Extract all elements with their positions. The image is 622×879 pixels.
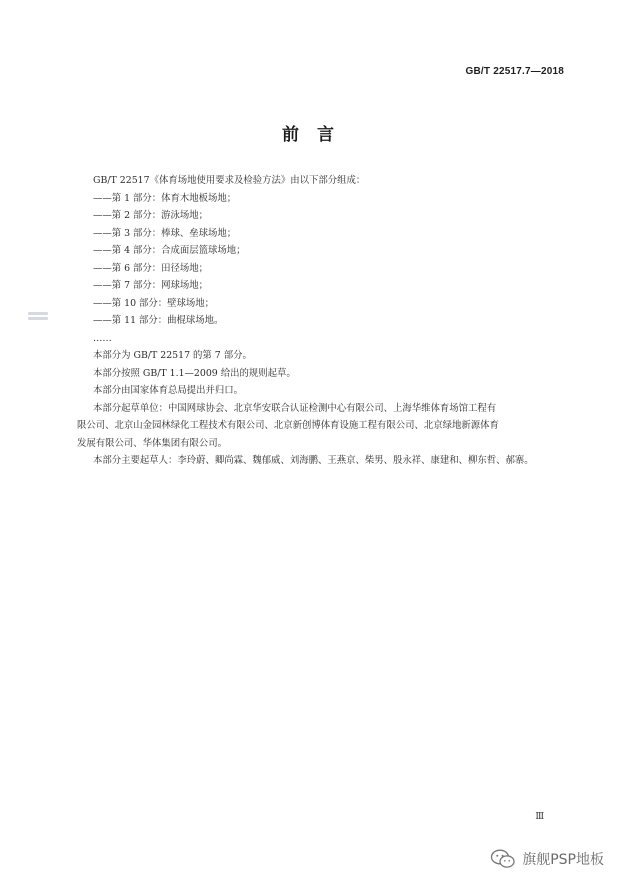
side-scroll-mark — [28, 312, 48, 322]
part-item: ——第 7 部分：网球场地； — [93, 280, 209, 291]
intro-line: GB/T 22517《体育场地使用要求及检验方法》由以下部分组成： — [93, 175, 366, 186]
side-mark-bar — [28, 312, 48, 315]
page-number: Ⅲ — [535, 812, 544, 822]
paragraph-drafting-units: 本部分起草单位：中国网球协会、北京华安联合认证检测中心有限公司、上海华维体育场馆工程有 — [93, 402, 497, 414]
standard-code: GB/T 22517.7—2018 — [465, 66, 564, 77]
wechat-icon — [490, 849, 516, 869]
part-item: ——第 11 部分：曲棍球场地。 — [93, 315, 224, 326]
paragraph-drafters: 本部分主要起草人：李玲蔚、卿尚霖、魏郁威、刘海鹏、王燕京、柴男、殷永祥、康建和、柳东哲、郝寨。 — [93, 455, 534, 466]
part-item: ——第 6 部分：田径场地； — [93, 262, 209, 274]
part-item: ——第 10 部分：壁球场地； — [93, 297, 215, 309]
part-item: ——第 4 部分：合成面层篮球场地； — [93, 245, 246, 256]
paragraph-drafting-rules: 本部分按照 GB/T 1.1—2009 给出的规则起草。 — [93, 367, 296, 379]
page-title: 前 言 — [282, 125, 340, 145]
foreword-body — [77, 172, 557, 470]
part-item: ——第 3 部分：棒球、垒球场地； — [93, 227, 237, 239]
part-item: ——第 2 部分：游泳场地； — [93, 210, 209, 221]
part-ellipsis: …… — [93, 332, 112, 344]
watermark — [490, 849, 604, 869]
side-mark-bar — [28, 317, 48, 320]
paragraph-drafting-units-cont: 发展有限公司、华体集团有限公司。 — [77, 437, 228, 449]
paragraph-proposer: 本部分由国家体育总局提出并归口。 — [93, 385, 244, 396]
paragraph-part-number: 本部分为 GB/T 22517 的第 7 部分。 — [93, 350, 252, 361]
paragraph-drafting-units-cont: 限公司、北京山金园林绿化工程技术有限公司、北京新创博体育设施工程有限公司、北京绿地新源体育 — [77, 420, 499, 431]
part-item: ——第 1 部分：体育木地板场地； — [93, 192, 237, 204]
watermark-text: 旗舰PSP地板 — [522, 852, 604, 868]
